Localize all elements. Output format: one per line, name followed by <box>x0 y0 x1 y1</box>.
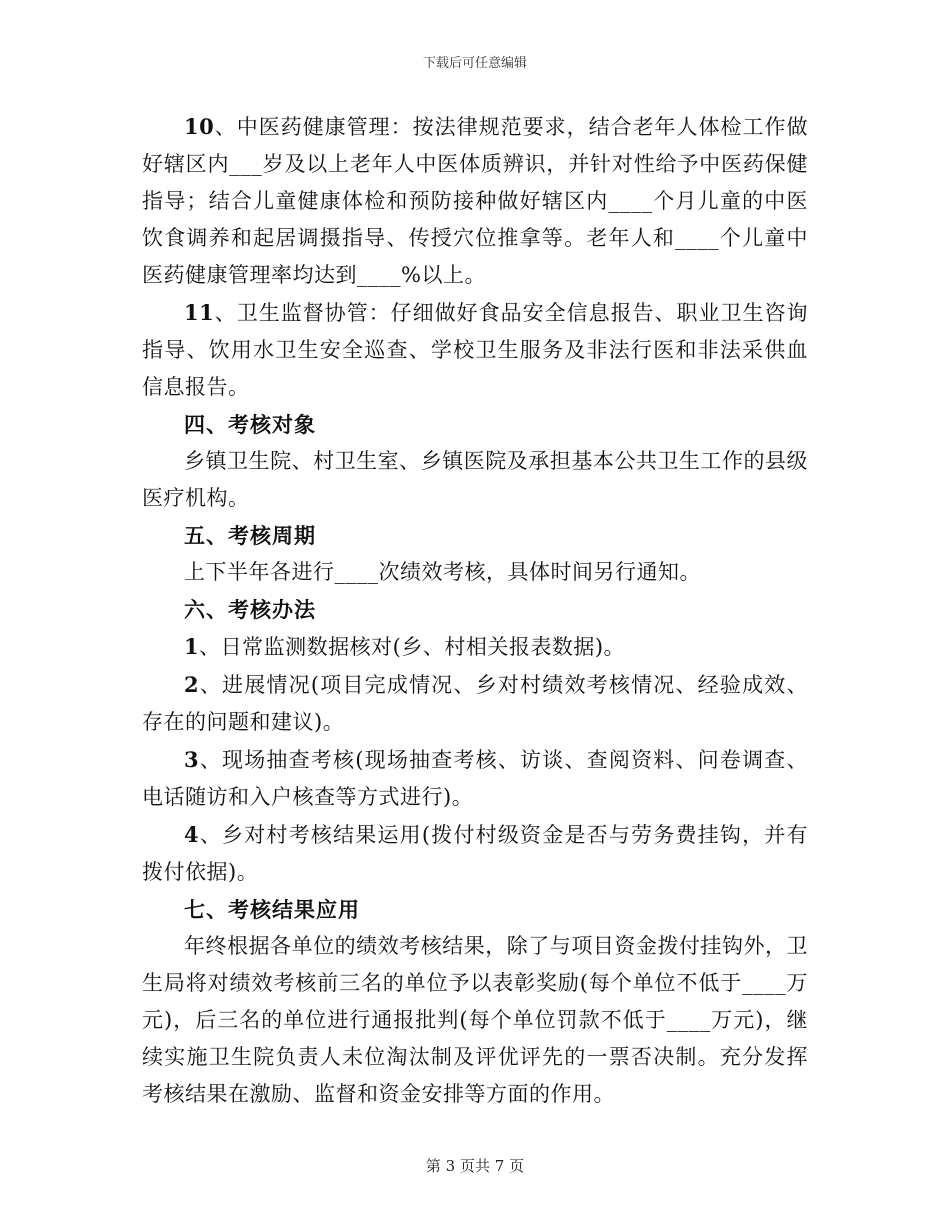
item-number: 3 <box>184 747 200 772</box>
paragraph-text: 、中医药健康管理：按法律规范要求，结合老年人体检工作做好辖区内___岁及以上老年人中医体质辨识，并针对性给予中医药保健指导；结合儿童健康体检和预防接种做好辖区内____个月儿童的中医饮食调养和起居调摄指导、传授穴位推拿等。老年人和____个儿童中医药健康管理率均达到____%以上。 <box>142 115 808 287</box>
page-header: 下载后可任意编辑 <box>422 56 527 71</box>
paragraph-text: 、进展情况(项目完成情况、乡对村绩效考核情况、经验成效、存在的问题和建议)。 <box>142 673 808 734</box>
page-footer: 第 3 页共 7 页 <box>425 1157 525 1175</box>
section-heading-assessment-method: 六、考核办法 <box>184 597 316 622</box>
paragraph-text: 年终根据各单位的绩效考核结果，除了与项目资金拨付挂钩外，卫生局将对绩效考核前三名的单位予以表彰奖励(每个单位不低于____万元)，后三名的单位进行通报批判(每个单位罚款不低于____万元)，继续实施卫生院负责人未位淘汰制及评优评先的一票否决制。充分发挥考核结果在激励、监督和资金安排等方面的作用。 <box>142 934 808 1106</box>
paragraph-text: 上下半年各进行____次绩效考核，具体时间另行通知。 <box>184 560 701 584</box>
item-number: 11 <box>184 300 215 325</box>
item-number: 2 <box>184 672 200 697</box>
paragraph-text: 、现场抽查考核(现场抽查考核、访谈、查阅资料、问卷调查、电话随访和入户核查等方式进行)。 <box>142 748 808 809</box>
section-heading-assessment-target: 四、考核对象 <box>184 412 316 437</box>
item-number: 4 <box>184 822 200 847</box>
paragraph-text: 、日常监测数据核对(乡、村相关报表数据)。 <box>199 635 626 659</box>
document-body <box>142 108 808 1113</box>
paragraph-tcm-health <box>142 108 808 294</box>
paragraph-result-application <box>142 928 808 1113</box>
paragraph-assessment-period <box>142 554 808 591</box>
paragraph-method-3 <box>142 741 808 816</box>
section-heading-result-application: 七、考核结果应用 <box>184 897 360 922</box>
paragraph-text: 乡镇卫生院、村卫生室、乡镇医院及承担基本公共卫生工作的县级医疗机构。 <box>142 449 808 510</box>
item-number: 10 <box>184 114 215 139</box>
paragraph-method-2 <box>142 666 808 741</box>
paragraph-assessment-target <box>142 443 808 517</box>
paragraph-method-1 <box>142 628 808 666</box>
paragraph-text: 、卫生监督协管：仔细做好食品安全信息报告、职业卫生咨询指导、饮用水卫生安全巡查、学校卫生服务及非法行医和非法采供血信息报告。 <box>142 301 808 399</box>
section-heading-assessment-period: 五、考核周期 <box>184 523 316 548</box>
item-number: 1 <box>184 634 200 659</box>
paragraph-text: 、乡对村考核结果运用(拨付村级资金是否与劳务费挂钩，并有拨付依据)。 <box>142 823 808 884</box>
paragraph-method-4 <box>142 816 808 891</box>
paragraph-health-supervision <box>142 294 808 406</box>
